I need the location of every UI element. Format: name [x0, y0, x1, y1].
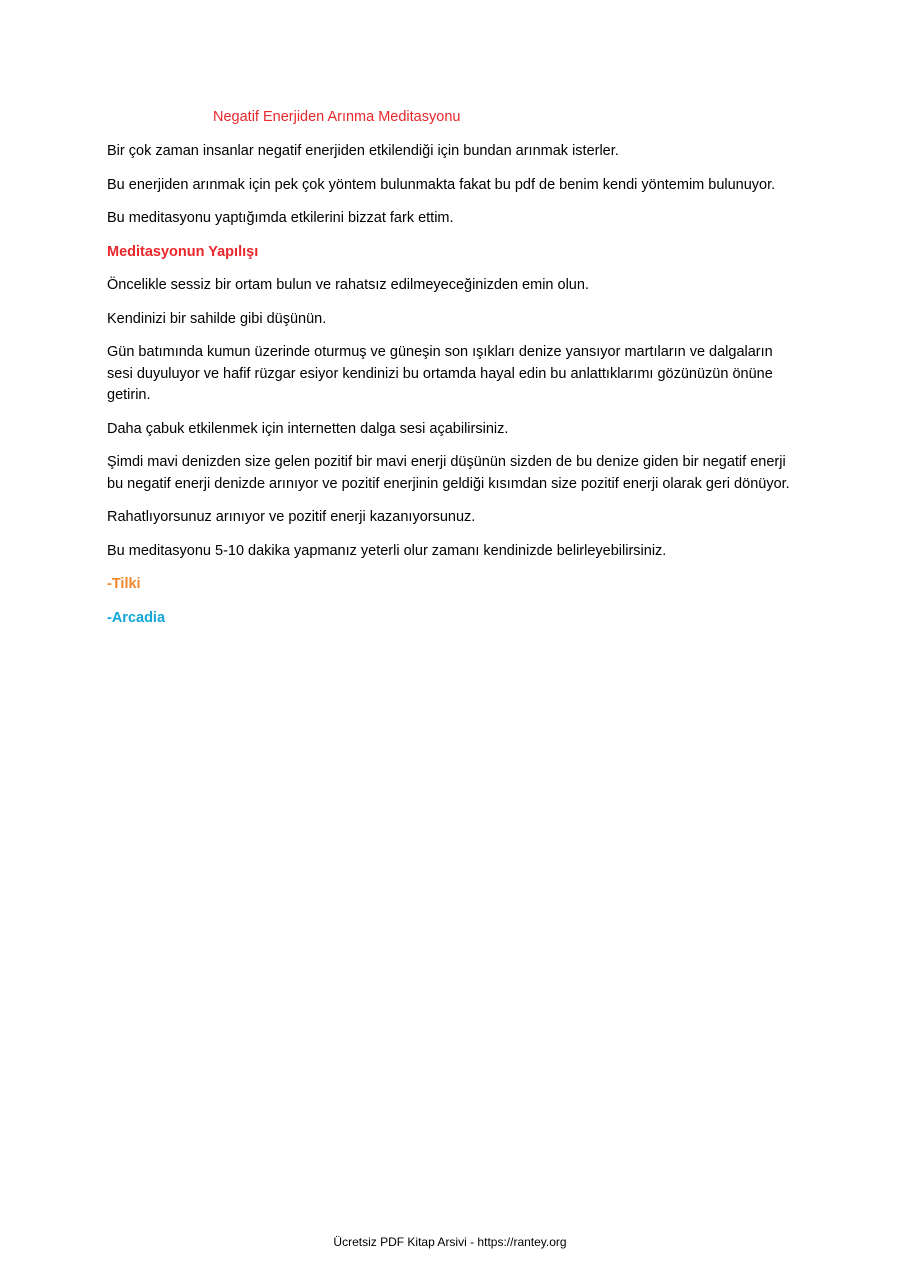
step-paragraph-3: Gün batımında kumun üzerinde oturmuş ve güneşin son ışıkları denize yansıyor martıların ve dalgaların sesi duyuluyor ve hafif rüzgar esiyor kendinizi bu ortamda hayal edin bu anlattıklarımı gözünüzün önüne getirin.	[107, 344, 773, 403]
page-footer: Ücretsiz PDF Kitap Arsivi - https://rantey.org	[333, 1235, 567, 1249]
intro-paragraph-2: Bu enerjiden arınmak için pek çok yöntem bulunmakta fakat bu pdf de benim kendi yöntemim bulunuyor.	[107, 176, 776, 193]
section-heading: Meditasyonun Yapılışı	[107, 243, 259, 260]
intro-paragraph-3: Bu meditasyonu yaptığımda etkilerini bizzat fark ettim.	[107, 210, 454, 226]
signature-tilki: -Tilki	[107, 576, 141, 592]
step-paragraph-5: Şimdi mavi denizden size gelen pozitif bir mavi enerji düşünün sizden de bu denize giden bir negatif enerji bu negatif enerji denizde arınıyor ve pozitif enerjinin geldiği kısımdan size pozitif enerji olarak geri dönüyor.	[107, 454, 790, 492]
intro-paragraph-1: Bir çok zaman insanlar negatif enerjiden etkilendiği için bundan arınmak isterler.	[107, 143, 619, 159]
signature-arcadia: -Arcadia	[107, 609, 166, 626]
step-paragraph-2: Kendinizi bir sahilde gibi düşünün.	[107, 310, 327, 327]
step-paragraph-1: Öncelikle sessiz bir ortam bulun ve rahatsız edilmeyeceğinizden emin olun.	[107, 277, 589, 293]
document-body	[107, 141, 797, 641]
step-paragraph-4: Daha çabuk etkilenmek için internetten dalga sesi açabilirsiniz.	[107, 420, 509, 437]
step-paragraph-7: Bu meditasyonu 5-10 dakika yapmanız yeterli olur zamanı kendinizde belirleyebilirsiniz.	[107, 542, 667, 559]
step-paragraph-6: Rahatlıyorsunuz arınıyor ve pozitif enerji kazanıyorsunuz.	[107, 509, 476, 525]
document-title: Negatif Enerjiden Arınma Meditasyonu	[213, 109, 461, 125]
